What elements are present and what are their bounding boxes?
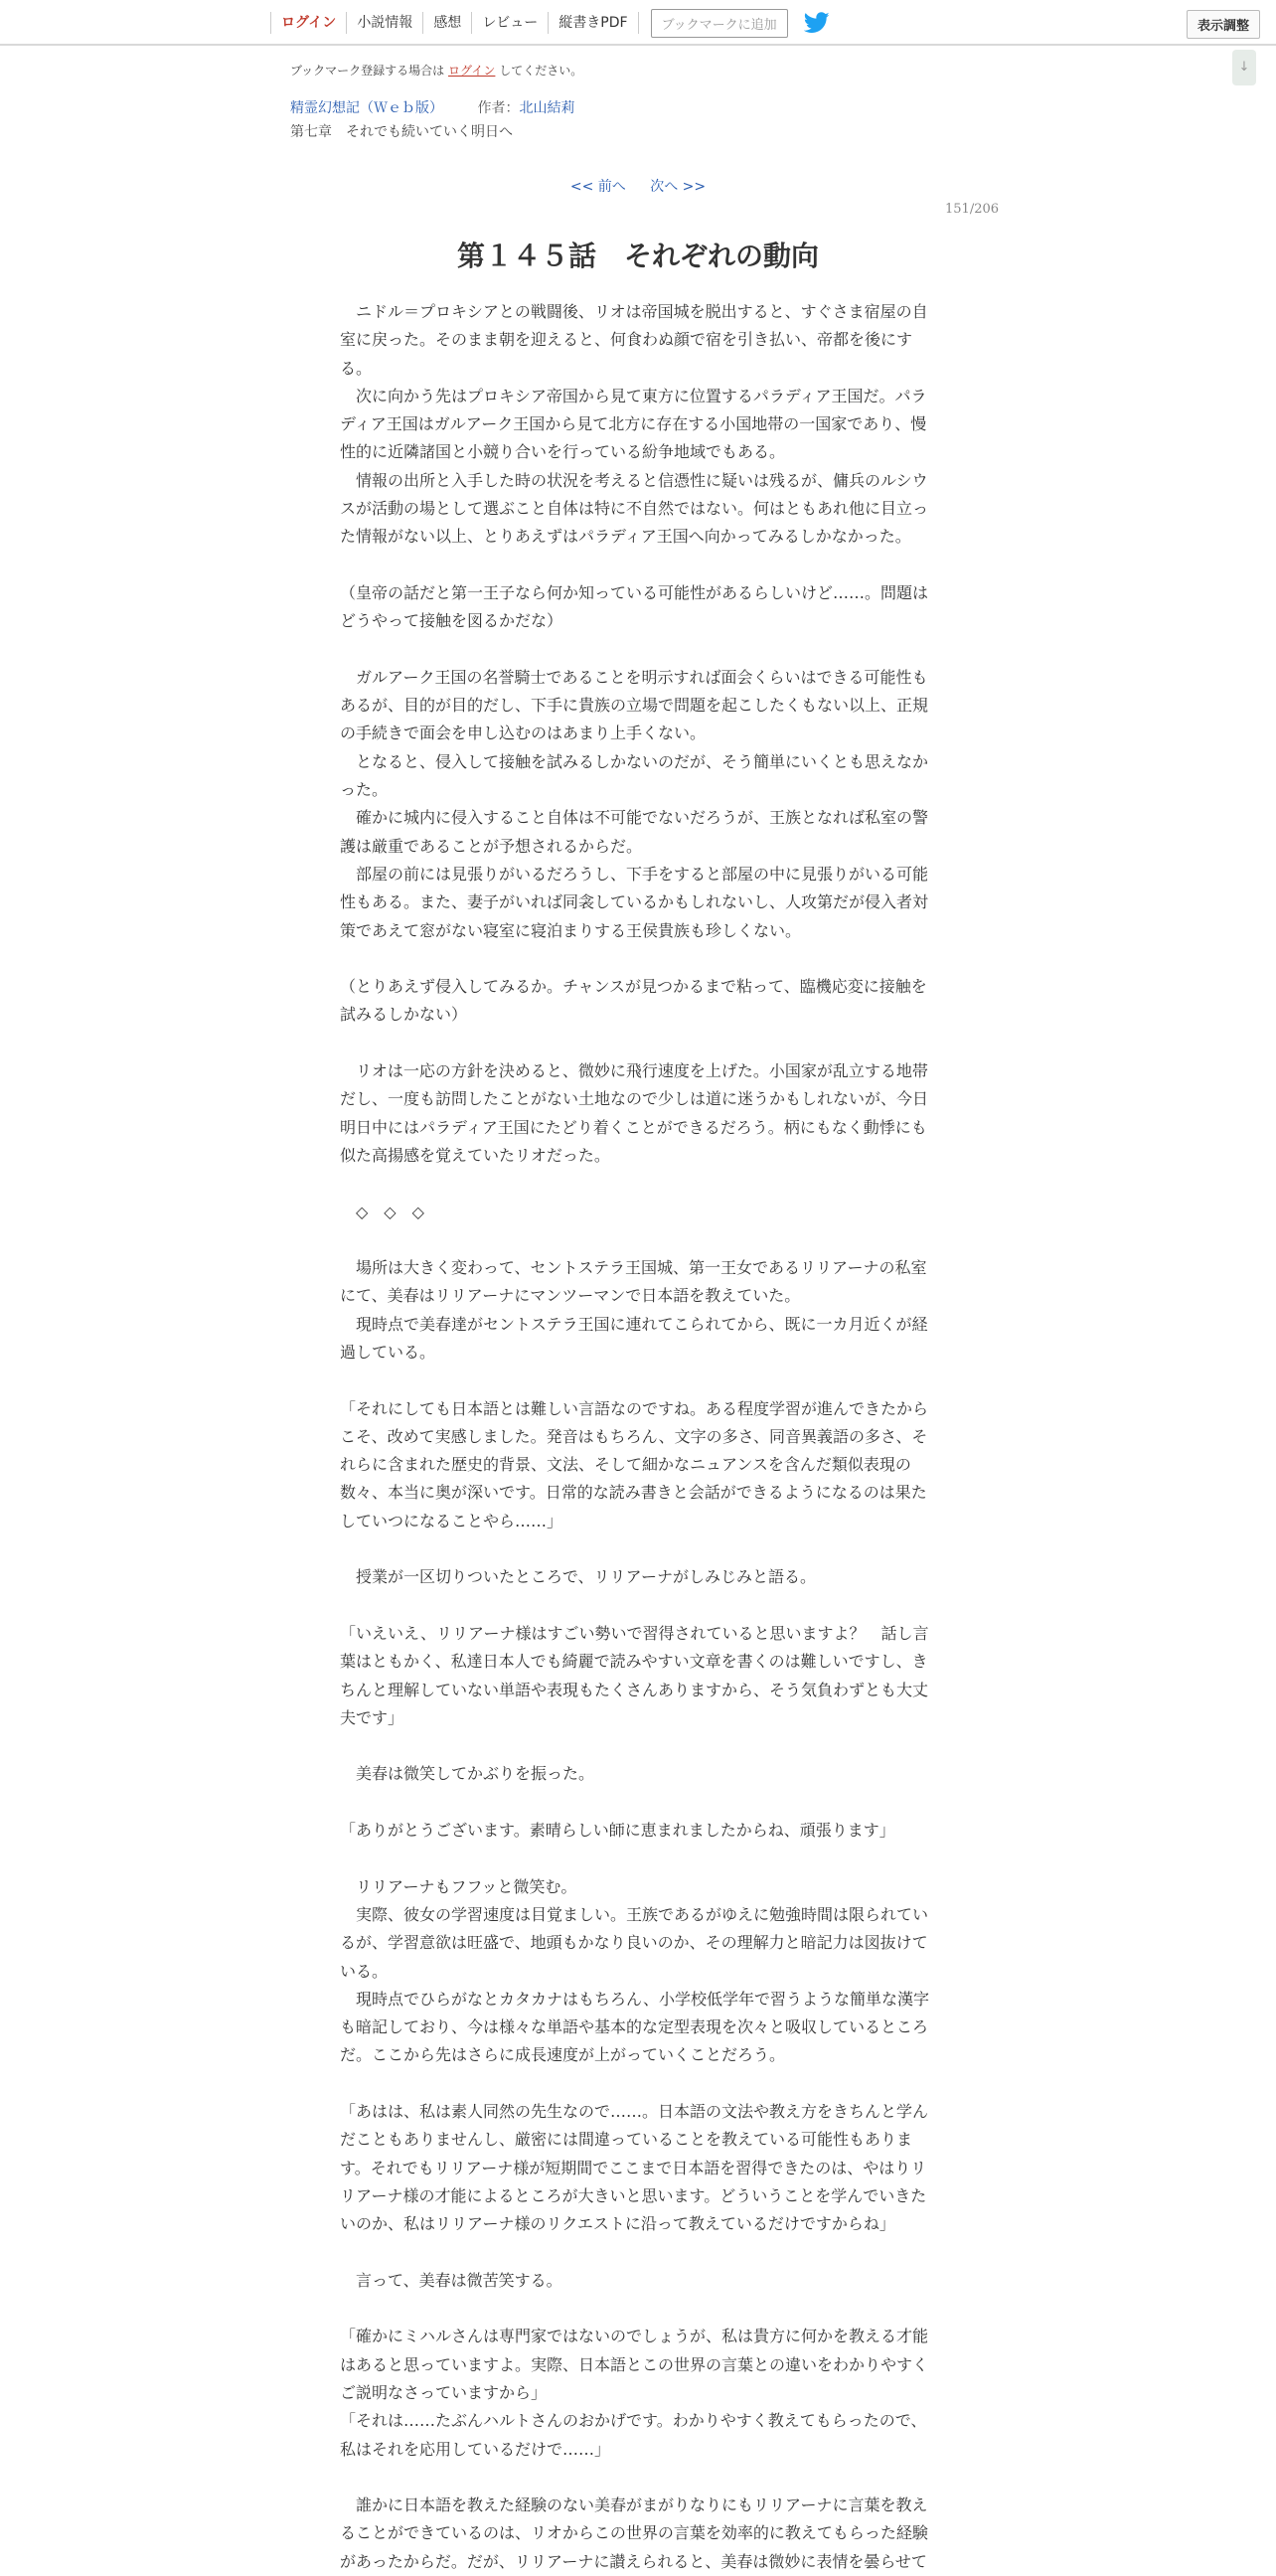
nav-login[interactable]: ログイン [270,12,346,34]
body-paragraph: 「あはは、私は素人同然の先生なので……。日本語の文法や教え方をきちんと学んだこともありませんし、厳密には間違っていることを教えている可能性もあります。それでもリリアーナ様が短期間でここまで日本語を習得できたのは、やはりリリアーナ様の才能によるところが大きいと思います。どういうことを学んでいきたいのか、私はリリアーナ様のリクエストに沿って教えているだけですからね」 [340,2102,929,2234]
episode-pager [0,176,1276,196]
body-paragraph: 「いえいえ、リリアーナ様はすごい勢いで習得されていると思いますよ？ 話し言葉はともかく、私達日本人でも綺麗で読みやすい文章を書くのは難しいですし、きちんと理解していない単語や表現もたくさんありますから、そう気負わずとも大丈夫です」 [340,1623,929,1727]
blank-line [340,2238,936,2266]
novel-body [340,298,936,2576]
display-settings-button[interactable]: 表示調整 [1187,10,1260,39]
body-paragraph: ガルアーク王国の名誉騎士であることを明示すれば面会くらいはできる可能性もあるが、目的が目的だし、下手に貴族の立場で問題を起こしたくもない以上、正規の手続きで面会を申し込むのはあまり上手くない。 [340,667,929,743]
blank-line [340,1845,936,1872]
body-paragraph: 美春は微笑してかぶりを振った。 [340,1764,595,1784]
blank-line [340,2464,936,2492]
body-paragraph: 場所は大きく変わって、セントステラ王国城、第一王女であるリリアーナの私室にて、美春はリリアーナにマンツーマンで日本語を教えていた。 [340,1258,927,1306]
body-paragraph: 「それは……たぶんハルトさんのおかげです。わかりやすく教えてもらったので、私はそれを応用しているだけで……」 [340,2411,927,2459]
add-bookmark-button[interactable]: ブックマークに追加 [651,9,788,38]
body-paragraph: となると、侵入して接触を試みるしかないのだが、そう簡単にいくとも思えなかった。 [340,751,929,800]
body-paragraph: 実際、彼女の学習速度は目覚ましい。王族であるがゆえに勉強時間は限られているが、学習意欲は旺盛で、地頭もかなり良いのか、その理解力と暗記力は図抜けている。 [340,1904,929,1981]
nav-review[interactable]: レビュー [471,12,548,34]
body-paragraph: 現時点でひらがなとカタカナはもちろん、小学校低学年で習うような簡単な漢字も暗記しており、今は様々な単語や基本的な定型表現を次々と吸収しているところだ。ここから先はさらに成長速度が上がっていくことだろう。 [340,1989,929,2065]
body-paragraph: 誰かに日本語を教えた経験のない美春がまがりなりにもリリアーナに言葉を教えることができているのは、リオからこの世界の言葉を効率的に教えてもらった経験があったからだ。だが、リリアーナに讃えられると、美春は微妙に表情を曇らせて [340,2496,928,2571]
blank-line [340,1592,936,1620]
body-paragraph: リオは一応の方針を決めると、微妙に飛行速度を上げた。小国家が乱立する地帯だし、一度も訪問したことがない土地なので少しは道に迷うかもしれないが、今日明日中にはパラディア王国にたどり着くことができるだろう。柄にもなく動悸にも似た高揚感を覚えていたリオだった。 [340,1061,929,1165]
notice-text-after: してください。 [499,64,583,78]
body-paragraph: 部屋の前には見張りがいるだろうし、下手をすると部屋の中に見張りがいる可能性もある。また、妻子がいれば同衾しているかもしれないし、人攻第だが侵入者対策であえて窓がない寝室に寝泊まりする王侯貴族も珍しくない。 [340,864,929,940]
nav-impressions[interactable]: 感想 [422,12,471,34]
body-paragraph: （皇帝の話だと第一王子なら何か知っている可能性があるらしいけど……。問題はどうやって接触を図るかだな） [340,582,929,631]
nav-vertical-pdf[interactable]: 縦書きPDF [548,12,638,34]
series-title-link[interactable]: 精霊幻想記（Ｗｅｂ版） [290,100,443,116]
notice-login-link[interactable]: ログイン [448,64,496,78]
blank-line [340,2295,936,2323]
bookmark-notice [290,62,582,79]
blank-line [340,1732,936,1760]
body-paragraph: （とりあえず侵入してみるか。チャンスが見つかるまで粘って、臨機応変に接触を試みるしかない） [340,977,927,1025]
top-navigation-bar [0,0,1276,46]
body-paragraph: 現時点で美春達がセントステラ王国に連れてこられてから、既に一カ月近くが経過している。 [340,1314,928,1362]
twitter-bird-icon[interactable] [804,12,830,34]
chapter-title: 第七章 それでも続いていく明日へ [290,124,513,140]
scroll-down-button[interactable]: ↓ [1232,50,1256,85]
episode-title: 第１４５話 それぞれの動向 [456,240,819,272]
body-paragraph: 授業が一区切りついたところで、リリアーナがしみじみと語る。 [340,1567,817,1587]
body-paragraph: 「確かにミハルさんは専門家ではないのでしょうが、私は貴方に何かを教える才能はあると思っていますよ。実際、日本語とこの世界の言葉との違いをわかりやすくご説明なさっていますから」 [340,2327,929,2402]
blank-line [340,552,936,579]
blank-line [340,1226,936,1254]
blank-line [340,2070,936,2098]
author-link[interactable]: 北山結莉 [519,100,575,116]
blank-line [340,945,936,973]
next-episode-link[interactable]: 次へ >> [650,179,707,195]
body-paragraph: 「ありがとうございます。素晴らしい師に恵まれましたからね、頑張ります」 [340,1821,895,1841]
body-paragraph: 言って、美春は微苦笑する。 [340,2270,562,2290]
episode-count: 151/206 [945,202,1000,217]
author-label: 作者： [477,100,520,116]
series-info [290,97,574,117]
main-nav [270,0,830,46]
blank-line [340,1030,936,1057]
blank-line [340,1789,936,1817]
body-paragraph: 確かに城内に侵入すること自体は不可能でないだろうが、王族となれば私室の警護は厳重であることが予想されるからだ。 [340,808,929,856]
body-paragraph: 次に向かう先はプロキシア帝国から見て東方に位置するパラディア王国だ。パラディア王国はガルアーク王国から見て北方に存在する小国地帯の一国家であり、慢性的に近隣諸国と小競り合いを行っている紛争地域でもある。 [340,386,927,462]
body-paragraph: 「それにしても日本語とは難しい言語なのですね。ある程度学習が進んできたからこそ、改めて実感しました。発音はもちろん、文字の多さ、同音異義語の多さ、それらに含まれた歴史的背景、文法、そして細かなニュアンスを含んだ類似表現の数々、本当に奥が深いです。日常的な読み書きと会話ができるようになるのは果たしていつになることやら……」 [340,1398,929,1530]
prev-episode-link[interactable]: << 前へ [569,179,626,195]
blank-line [340,636,936,664]
body-paragraph: リリアーナもフフッと微笑む。 [340,1876,577,1896]
notice-text-before: ブックマーク登録する場合は [290,64,445,78]
blank-line [340,1535,936,1563]
blank-line [340,1170,936,1198]
nav-novel-info[interactable]: 小説情報 [346,12,422,34]
body-paragraph: ◇ ◇ ◇ [340,1202,424,1221]
body-paragraph: 情報の出所と入手した時の状況を考えると信憑性に疑いは残るが、傭兵のルシウスが活動の場として選ぶこと自体は特に不自然ではない。何はともあれ他に目立った情報がない以上、とりあえずはパラディア王国へ向かってみるしかなかった。 [340,470,929,547]
body-paragraph: ニドル＝プロキシアとの戦闘後、リオは帝国城を脱出すると、すぐさま宿屋の自室に戻った。そのまま朝を迎えると、何食わぬ顔で宿を引き払い、帝都を後にする。 [340,302,928,378]
blank-line [340,1367,936,1394]
